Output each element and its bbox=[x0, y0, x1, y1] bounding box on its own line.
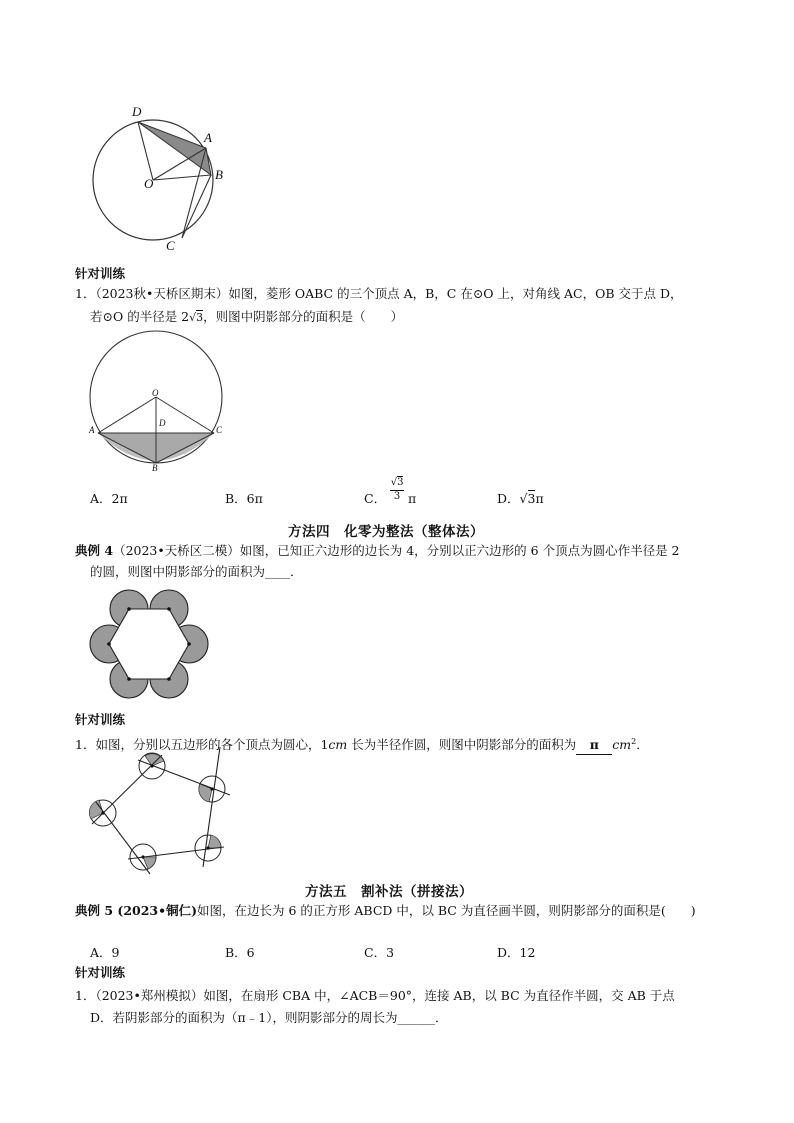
example-text: 如图，在边长为 6 的正方形 ABCD 中，以 BC 为直径画半圆，则阴影部分的面积是( ) bbox=[197, 903, 696, 918]
option-b[interactable]: B．6π bbox=[225, 491, 263, 506]
q-text-post: ，则图中阴影部分的面积是（ ） bbox=[203, 309, 404, 324]
practice1-question-line2 bbox=[90, 308, 403, 327]
sqrt-value: 3 bbox=[527, 491, 536, 506]
q-text-pre: 若⊙O 的半径是 2 bbox=[90, 309, 190, 324]
option-c-fraction bbox=[390, 477, 404, 503]
fraction-denominator: 3 bbox=[393, 491, 401, 502]
method4-title: 方法四 化零为整法（整体法） bbox=[288, 524, 484, 540]
figure-hexagon-circles bbox=[88, 588, 210, 700]
fig1-label-o: O bbox=[144, 176, 154, 191]
unit-exponent: 2 bbox=[631, 737, 637, 746]
option-c-prefix: C． bbox=[364, 491, 387, 506]
practice1-question-line1: 1．（2023秋•天桥区期末）如图，菱形 OABC 的三个顶点 A，B，C 在⊙O 上，对角线 AC，OB 交于点 D， bbox=[75, 286, 683, 301]
example-text: （2023•天桥区二模）如图，已知正六边形的边长为 4，分别以正六边形的 6 个顶点为圆心作半径是 2 bbox=[113, 543, 680, 558]
method5-title: 方法五 割补法（拼接法） bbox=[305, 884, 473, 900]
example-label: 典例 4 bbox=[75, 543, 114, 558]
q-text-pre: 1．如图，分别以五边形的各个顶点为圆心，1 bbox=[75, 737, 329, 753]
fig1-label-d: D bbox=[132, 104, 142, 119]
figure-rhombus-circle bbox=[88, 328, 228, 473]
practice3-question-line1: 1．（2023•郑州模拟）如图，在扇形 CBA 中，∠ACB＝90°，连接 AB，以 BC 为直径作半圆，交 AB 于点 bbox=[75, 988, 675, 1003]
fig2-label-c: C bbox=[216, 425, 223, 435]
practice-heading: 针对训练 bbox=[75, 965, 126, 980]
q-text-end: ． bbox=[636, 737, 649, 753]
fig2-label-a: A bbox=[89, 425, 95, 435]
figure-pentagon-circles bbox=[78, 752, 238, 882]
method5-option-a[interactable]: A．9 bbox=[90, 945, 120, 960]
method5-option-d[interactable]: D．12 bbox=[497, 945, 536, 960]
fig1-label-c: C bbox=[166, 238, 175, 253]
practice-heading: 针对训练 bbox=[75, 266, 126, 281]
fig2-label-o: O bbox=[152, 388, 159, 398]
option-d-prefix: D． bbox=[497, 491, 520, 506]
fig1-label-a: A bbox=[204, 130, 212, 145]
method5-example bbox=[75, 902, 696, 920]
option-a[interactable]: A．2π bbox=[90, 491, 128, 506]
method4-example-line1 bbox=[75, 542, 680, 560]
method5-option-c[interactable]: C．3 bbox=[364, 945, 395, 960]
fig1-label-b: B bbox=[215, 167, 223, 182]
fig2-label-b: B bbox=[152, 463, 158, 473]
pi-symbol: π bbox=[408, 491, 417, 506]
option-d[interactable] bbox=[497, 490, 544, 508]
unit: cm bbox=[612, 737, 632, 753]
fig2-label-d: D bbox=[159, 418, 166, 428]
example-label: 典例 5 (2023•铜仁) bbox=[75, 903, 198, 918]
method4-example-line2: 的圆，则图中阴影部分的面积为____． bbox=[90, 564, 303, 579]
fraction-numerator: 3 bbox=[397, 477, 404, 488]
sqrt-symbol: √ bbox=[189, 311, 197, 324]
practice3-question-line2: D．若阴影部分的面积为（π﹣1），则阴影部分的周长为______． bbox=[90, 1010, 448, 1025]
option-c[interactable] bbox=[364, 477, 417, 506]
answer-blank: π bbox=[576, 736, 612, 755]
pi-symbol: π bbox=[535, 491, 544, 506]
q-text-mid: 长为半径作圆，则图中阴影部分的面积为 bbox=[347, 737, 577, 753]
sqrt-symbol: √ bbox=[390, 477, 398, 488]
method5-option-b[interactable]: B．6 bbox=[225, 945, 255, 960]
sqrt-value: 3 bbox=[196, 311, 204, 324]
unit: cm bbox=[328, 737, 348, 753]
practice-heading: 针对训练 bbox=[75, 712, 126, 727]
sqrt-symbol: √ bbox=[519, 491, 528, 506]
